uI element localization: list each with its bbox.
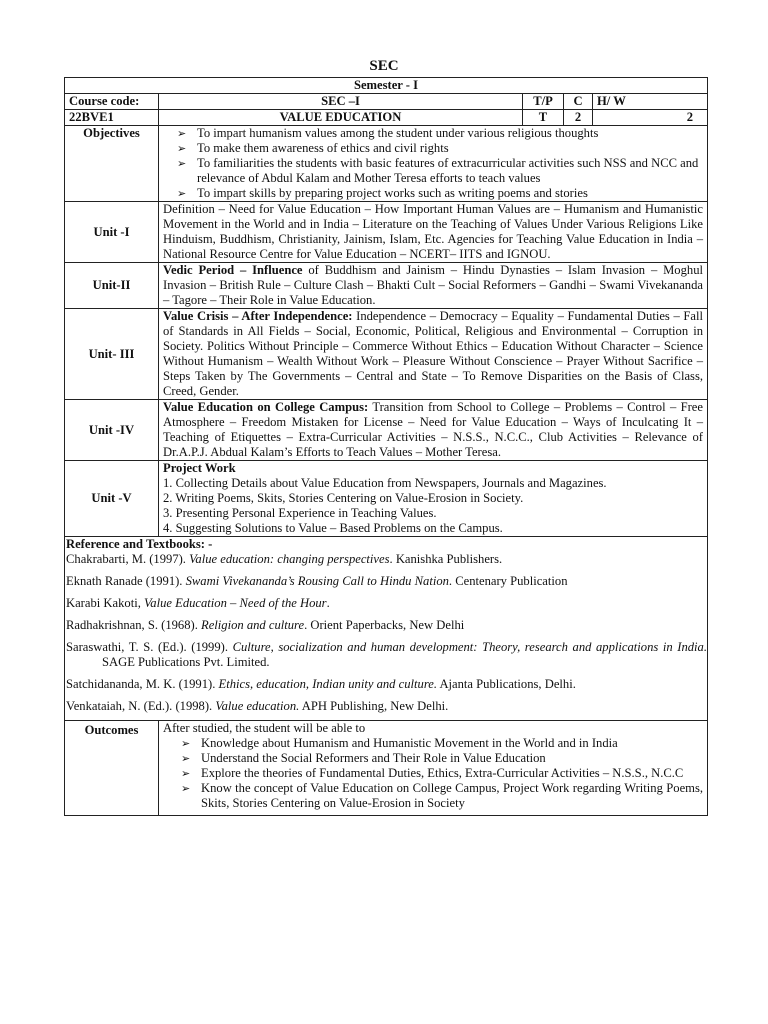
project-item: 3. Presenting Personal Experience in Teaching Values. — [163, 506, 437, 520]
project-item: 1. Collecting Details about Value Education from Newspapers, Journals and Magazines. — [163, 476, 607, 490]
course-header-row — [65, 94, 708, 110]
objective-item: ➢ To impart skills by preparing project works such as writing poems and stories — [173, 186, 703, 201]
sec-label: SEC –I — [159, 94, 523, 110]
unit-5-label: Unit -V — [65, 461, 159, 537]
outcomes-intro: After studied, the student will be able to — [163, 721, 366, 735]
credit-value: 2 — [564, 110, 593, 126]
unit-4-row — [65, 400, 708, 461]
unit-4-heading: Value Education on College Campus: — [163, 400, 369, 414]
outcomes-label: Outcomes — [65, 721, 159, 816]
objectives-list — [163, 126, 703, 201]
outcome-item: ➢ Knowledge about Humanism and Humanistic Movement in the World and in India — [177, 736, 703, 751]
objective-item: ➢ To impart humanism values among the student under various religious thoughts — [173, 126, 703, 141]
project-work-list — [163, 476, 703, 536]
unit-1-text: Definition – Need for Value Education – How Important Human Values are – Humanism and Humanistic Movement in the World and in India – Literature on the Teaching of Values Under Various Religions Like Hinduism, Buddhism, Christianity, Jainism, Islam, Etc. Agencies for Teaching Value Education in India – National Resource Centre for Value Education – NCERT– IITS and IGNOU. — [163, 202, 703, 261]
project-item: 4. Suggesting Solutions to Value – Based Problems on the Campus. — [163, 521, 503, 535]
outcomes-list — [163, 736, 703, 811]
unit-4-text: Transition from School to College – Problems – Control – Free Atmosphere – Freedom Mistaken for License – Need for Value Education – Ways of Inculcating It – Teaching of Etiquettes – Extra-Curricular Activities – N.S.S., N.C.C., Club Activities – Relevance of Dr.A.P.J. Abdual Kalam’s Efforts to Teach Values – Mother Teresa. — [163, 400, 703, 459]
course-name: VALUE EDUCATION — [159, 110, 523, 126]
reference-item: Radhakrishnan, S. (1968). Religion and culture. Orient Paperbacks, New Delhi — [66, 618, 465, 632]
unit-1-content — [159, 202, 708, 263]
outcome-item: ➢ Explore the theories of Fundamental Duties, Ethics, Extra-Curricular Activities – N.S.S., N.C.C — [177, 766, 703, 781]
unit-5-heading: Project Work — [163, 461, 236, 475]
objective-item: ➢ To make them awareness of ethics and civil rights — [173, 141, 703, 156]
project-item: 2. Writing Poems, Skits, Stories Centering on Value-Erosion in Society. — [163, 491, 524, 505]
tp-value: T — [523, 110, 564, 126]
unit-2-heading: Vedic Period – Influence — [163, 263, 303, 277]
semester-label: Semester - I — [65, 78, 708, 94]
unit-3-content — [159, 309, 708, 400]
reference-item: Satchidananda, M. K. (1991). Ethics, education, Indian unity and culture. Ajanta Publications, Delhi. — [66, 677, 576, 691]
unit-2-content — [159, 263, 708, 309]
hours-label: H/ W — [593, 94, 708, 110]
unit-2-label: Unit-II — [65, 263, 159, 309]
references-heading: Reference and Textbooks: - — [66, 537, 213, 551]
course-code-label: Course code: — [65, 94, 159, 110]
reference-item: Chakrabarti, M. (1997). Value education: changing perspectives. Kanishka Publishers. — [66, 552, 503, 566]
unit-5-row — [65, 461, 708, 537]
reference-item: Saraswathi, T. S. (Ed.). (1999). Culture, socialization and human development: Theory, research and applications in India. SAGE Publications Pvt. Limited. — [66, 640, 707, 669]
unit-5-content — [159, 461, 708, 537]
reference-item: Karabi Kakoti, Value Education – Need of the Hour. — [66, 596, 330, 610]
unit-4-label: Unit -IV — [65, 400, 159, 461]
references-content — [65, 537, 708, 721]
course-values-row — [65, 110, 708, 126]
page-title: SEC — [369, 58, 399, 74]
outcome-item: ➢ Understand the Social Reformers and Their Role in Value Education — [177, 751, 703, 766]
tp-label: T/P — [523, 94, 564, 110]
objectives-label: Objectives — [65, 126, 159, 202]
outcomes-row — [65, 721, 708, 816]
semester-row — [65, 78, 708, 94]
credit-label: C — [564, 94, 593, 110]
syllabus-table — [64, 77, 708, 816]
unit-3-label: Unit- III — [65, 309, 159, 400]
hours-value: 2 — [593, 110, 708, 126]
unit-3-row — [65, 309, 708, 400]
unit-4-content — [159, 400, 708, 461]
unit-2-text: of Buddhism and Jainism – Hindu Dynasties – Islam Invasion – Moghul Invasion – British Rule – Culture Clash – Bhakti Cult – Social Reformers – Gandhi – Swami Vivekananda – Tagore – Their Role in Value Education. — [163, 263, 703, 307]
unit-3-text: Independence – Democracy – Equality – Fundamental Duties – Fall of Standards in All Fields – Social, Economic, Political, Religious and Environmental – Corruption in Society. Politics Without Principle – Commerce Without Ethics – Education Without Character – Science Without Humanism – Wealth Without Work – Pleasure Without Conscience – Prayer Without Sacrifice – Steps Taken by The Governments – Central and State – To Remove Disparities on the Basis of Class, Creed, Gender. — [163, 309, 703, 398]
unit-1-row — [65, 202, 708, 263]
unit-2-row — [65, 263, 708, 309]
objective-item: ➢ To familiarities the students with basic features of extracurricular activities such NSS and NCC and relevance of Abdul Kalam and Mother Teresa efforts to teach values — [173, 156, 703, 186]
objectives-row — [65, 126, 708, 202]
unit-1-label: Unit -I — [65, 202, 159, 263]
reference-item: Venkataiah, N. (Ed.). (1998). Value education. APH Publishing, New Delhi. — [66, 699, 449, 713]
references-row — [65, 537, 708, 721]
reference-item: Eknath Ranade (1991). Swami Vivekananda’s Rousing Call to Hindu Nation. Centenary Publication — [66, 574, 568, 588]
outcome-item: ➢ Know the concept of Value Education on College Campus, Project Work regarding Writing Poems, Skits, Stories Centering on Value-Erosion in Society — [177, 781, 703, 811]
outcomes-content — [159, 721, 708, 816]
objectives-content — [159, 126, 708, 202]
unit-3-heading: Value Crisis – After Independence: — [163, 309, 353, 323]
course-code-value: 22BVE1 — [65, 110, 159, 126]
